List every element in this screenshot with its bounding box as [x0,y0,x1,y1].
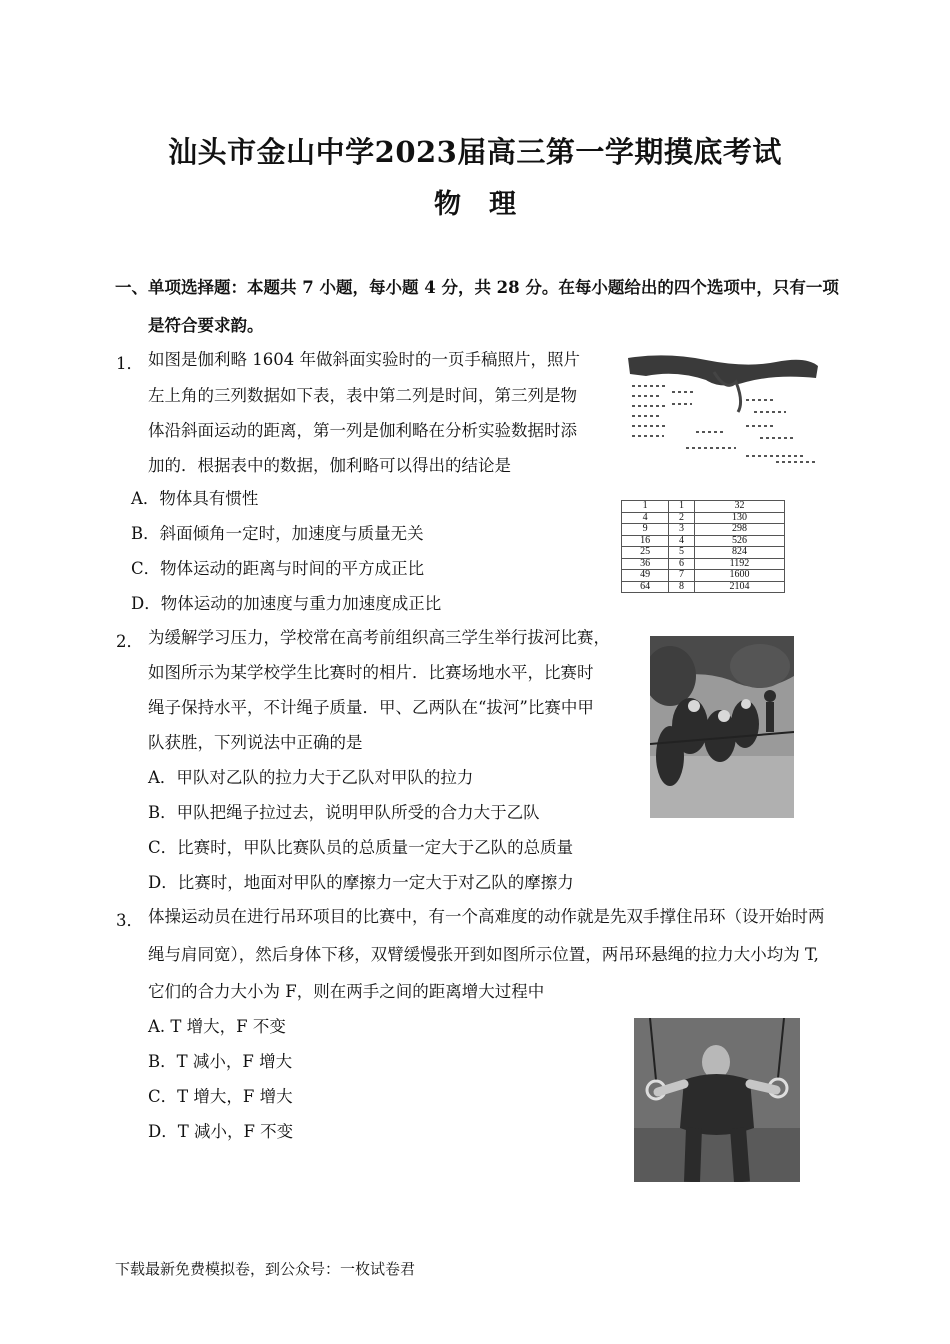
table-row [622,512,785,524]
manuscript-image [626,352,820,470]
table-row [622,547,785,559]
question-1-option: C．物体运动的距离与时间的平方成正比 [131,559,425,578]
table-cell: 4 [669,535,695,547]
question-2-text-line: 为缓解学习压力，学校常在高考前组织高三学生举行拔河比赛， [148,628,610,647]
table-cell: 16 [622,535,669,547]
question-2-number: 2． [116,632,143,651]
tug-of-war-photo [650,636,794,818]
footer-text: 下载最新免费模拟卷，到公众号：一枚试卷君 [115,1260,416,1278]
question-2-text-line: 如图所示为某学校学生比赛时的相片．比赛场地水平，比赛时 [148,663,594,682]
table-row [622,558,785,570]
gymnast-rings-image [634,1018,800,1182]
table-cell: 130 [694,512,784,524]
question-3-option: C．T 增大，F 增大 [148,1087,293,1106]
question-2-option: B．甲队把绳子拉过去，说明甲队所受的合力大于乙队 [148,803,540,822]
table-cell: 1 [669,501,695,513]
table-cell: 824 [694,547,784,559]
tug-of-war-image [650,636,794,818]
question-3-option: D．T 减小，F 不变 [148,1122,294,1141]
question-1-option: B．斜面倾角一定时，加速度与质量无关 [131,524,424,543]
subject-title: 物理 [434,189,544,220]
question-3-text-line: 它们的合力大小为 F，则在两手之间的距离增大过程中 [148,982,545,1001]
question-1-text-line: 如图是伽利略 1604 年做斜面实验时的一页手稿照片，照片 [148,350,580,369]
question-3-option: B．T 减小，F 增大 [148,1052,293,1071]
question-1-option: A．物体具有惯性 [131,489,259,508]
section-heading-line2: 是符合要求韵。 [148,316,264,335]
question-1-text-line: 加的．根据表中的数据，伽利略可以得出的结论是 [148,456,511,475]
table-row [622,570,785,582]
question-2-text-line: 队获胜，下列说法中正确的是 [148,733,363,752]
data-table [621,500,785,593]
table-cell: 3 [669,524,695,536]
table-cell: 64 [622,581,669,593]
table-cell: 25 [622,547,669,559]
table-cell: 36 [622,558,669,570]
manuscript-photo [626,352,820,470]
gymnast-rings-photo [634,1018,800,1182]
table-cell: 7 [669,570,695,582]
question-3-text-line: 绳与肩同宽），然后身体下移，双臂缓慢张开到如图所示位置，两吊环悬绳的拉力大小均为 T, [148,945,819,964]
section-heading-line1: 一、单项选择题：本题共 7 小题，每小题 4 分，共 28 分。在每小题给出的四个选项中，只有一项 [115,278,839,297]
table-cell: 298 [694,524,784,536]
table-cell: 8 [669,581,695,593]
table-cell: 4 [622,512,669,524]
table-cell: 6 [669,558,695,570]
table-cell: 2 [669,512,695,524]
table-row [622,535,785,547]
question-2-text-line: 绳子保持水平，不计绳子质量．甲、乙两队在“拔河”比赛中甲 [148,698,594,717]
table-cell: 1600 [694,570,784,582]
table-cell: 1 [622,501,669,513]
question-1-number: 1． [116,354,143,373]
table-cell: 2104 [694,581,784,593]
exam-title: 汕头市金山中学2023届高三第一学期摸底考试 [168,135,782,169]
question-1-text-line: 左上角的三列数据如下表，表中第二列是时间，第三列是物 [148,386,577,405]
table-cell: 1192 [694,558,784,570]
table-cell: 49 [622,570,669,582]
table-cell: 526 [694,535,784,547]
question-1-option: D．物体运动的加速度与重力加速度成正比 [131,594,442,613]
question-3-number: 3． [116,911,143,930]
question-2-option: D．比赛时，地面对甲队的摩擦力一定大于对乙队的摩擦力 [148,873,574,892]
table-row [622,501,785,513]
table-row [622,524,785,536]
question-2-option: A．甲队对乙队的拉力大于乙队对甲队的拉力 [148,768,474,787]
table-cell: 9 [622,524,669,536]
question-1-text-line: 体沿斜面运动的距离，第一列是伽利略在分析实验数据时添 [148,421,577,440]
question-3-option: A. T 增大，F 不变 [148,1017,286,1036]
question-3-text-line: 体操运动员在进行吊环项目的比赛中，有一个高难度的动作就是先双手撑住吊环（设开始时两 [148,907,825,926]
table-cell: 32 [694,501,784,513]
question-2-option: C．比赛时，甲队比赛队员的总质量一定大于乙队的总质量 [148,838,574,857]
table-row [622,581,785,593]
table-cell: 5 [669,547,695,559]
